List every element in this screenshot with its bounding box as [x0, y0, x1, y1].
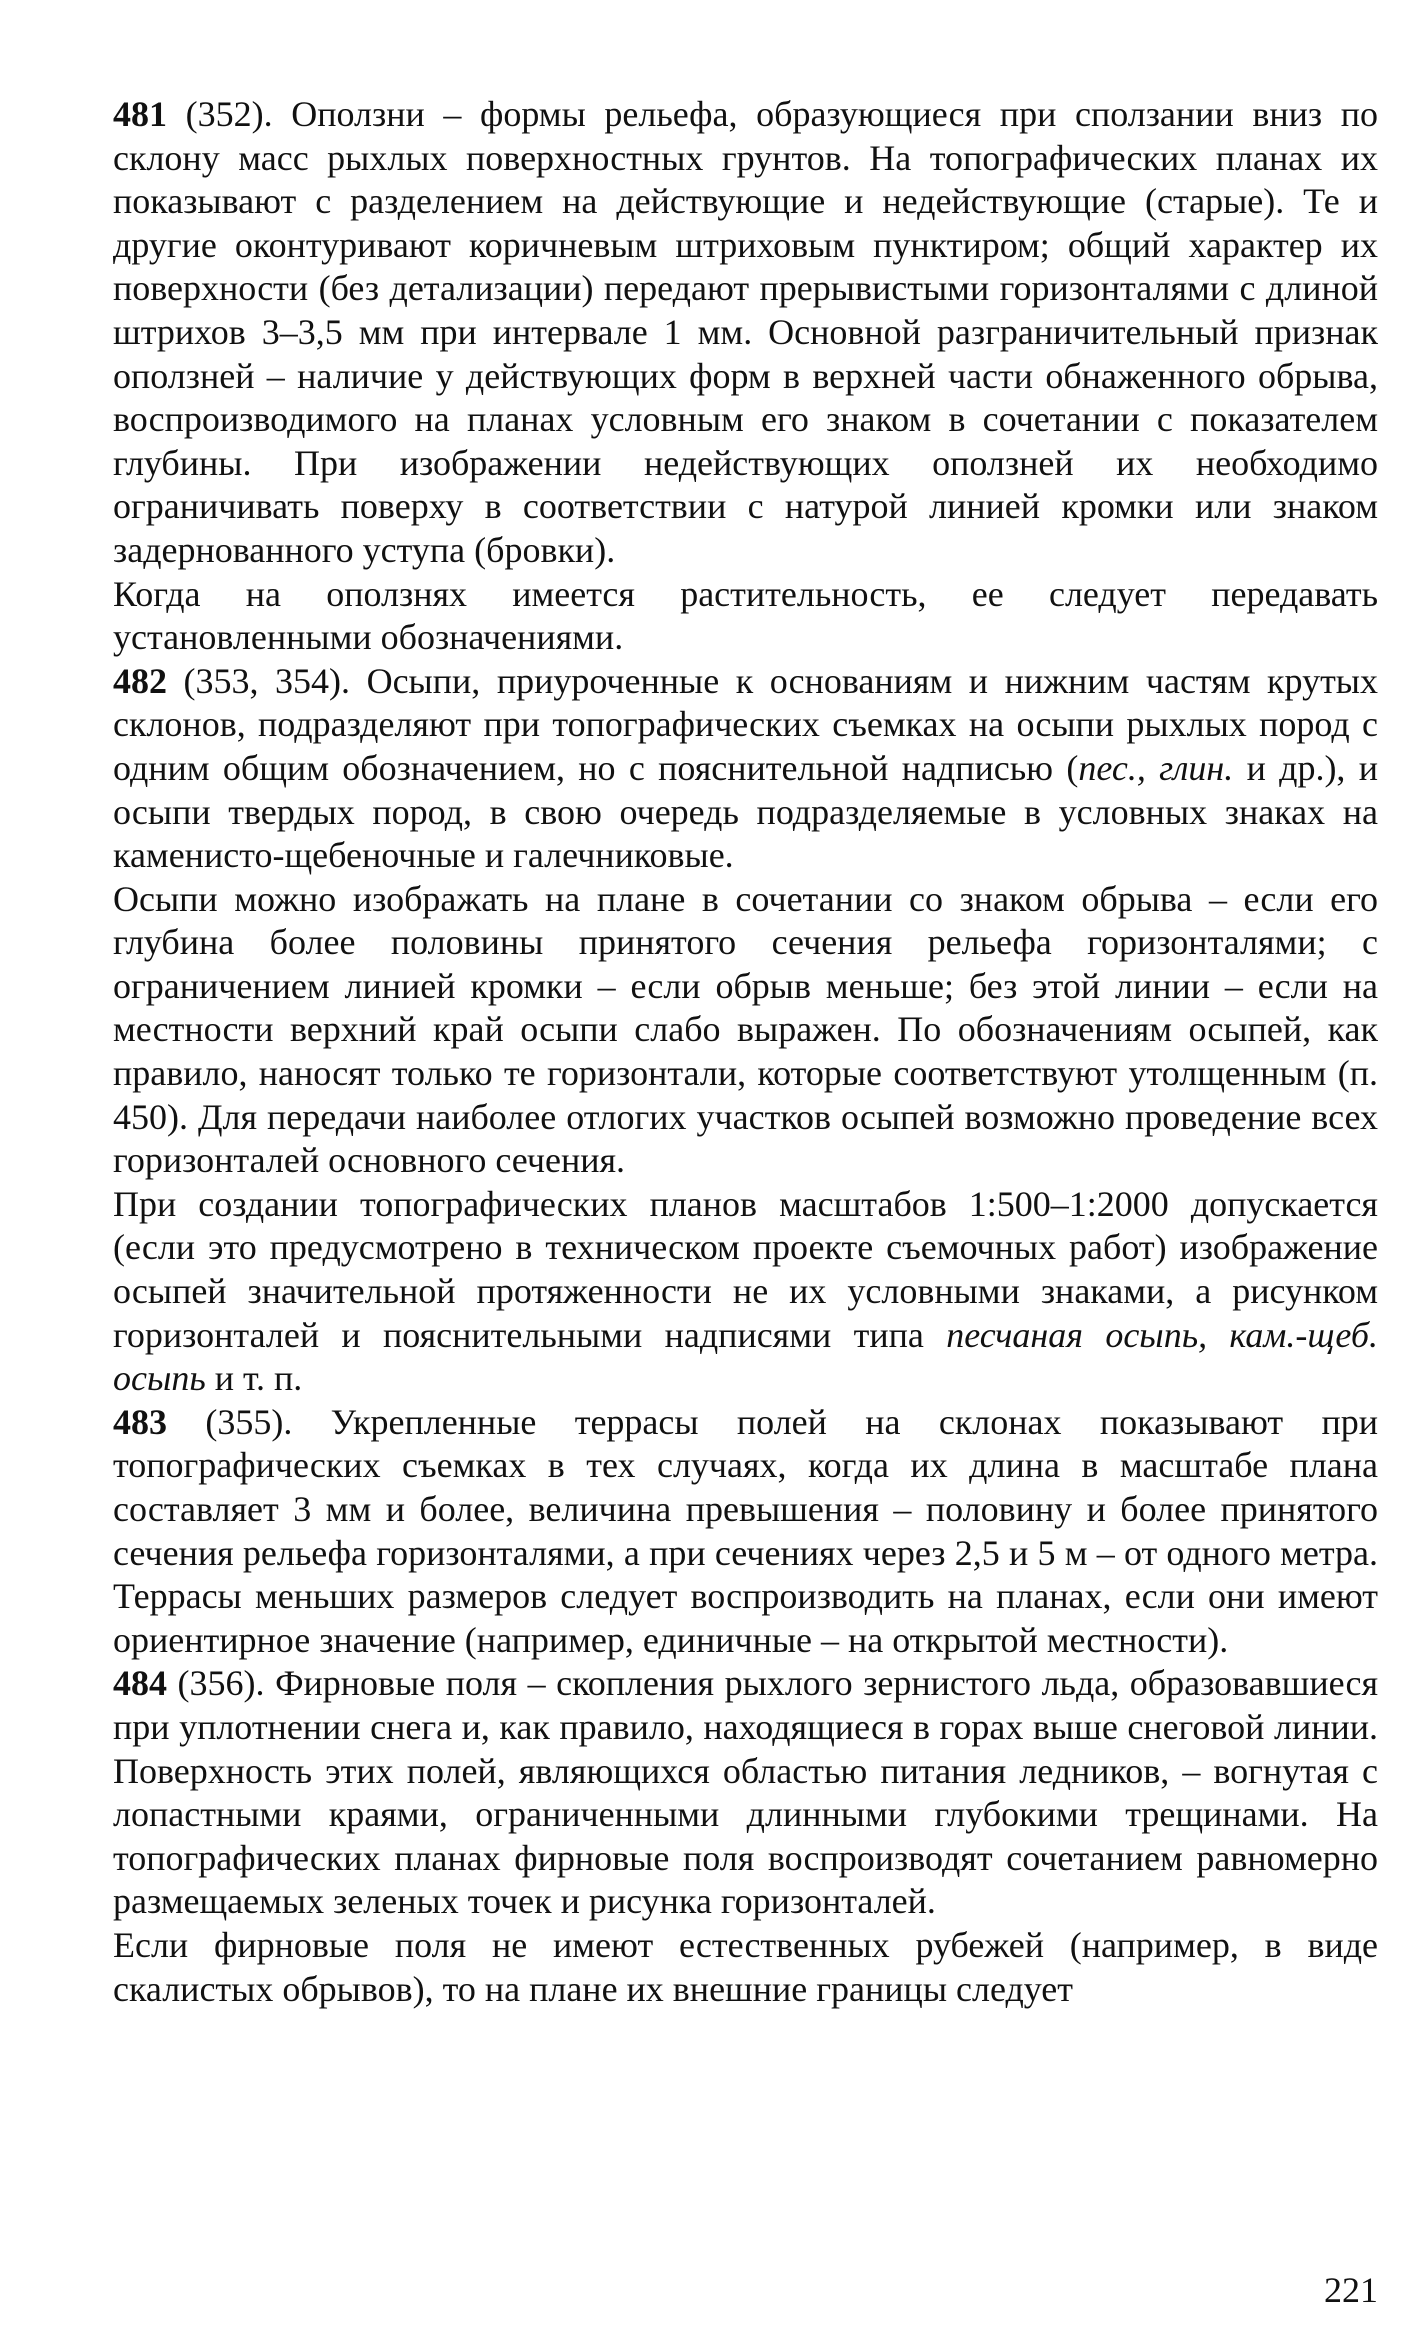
section-number: 484	[113, 1663, 167, 1704]
paragraph-text: (355). Укрепленные террасы полей на склонах показывают при топографических съемках в тех случаях, когда их длина в масштабе плана составляет 3 мм и более, величина превышения – половину и более принятого сечения рельефа горизонталями, а при сечениях через 2,5 и 5 м – от одного метра. Террасы меньших размеров следует воспроизводить на планах, если они имеют ориентирное значение (например, единичные – на открытой местности).	[113, 1401, 1378, 1660]
paragraph-text: При создании топографических планов масштабов 1:500–1:2000 допускается (если это предусмотрено в техническом проекте съемочных работ) изображение осыпей значительной протяженности не их условными знаками, а рисунком горизонталей и пояснительными надписями типа	[113, 1183, 1378, 1355]
italic-text: песчаная осыпь, кам.-щеб. осыпь	[113, 1314, 1379, 1399]
paragraph-text: и др.), и осыпи твердых пород, в свою очередь подразделяемые в условных знаках на каменисто-щебеночные и галечниковые.	[113, 747, 1378, 876]
paragraph-text: (352). Оползни – формы рельефа, образующиеся при сползании вниз по склону масс рыхлых поверхностных грунтов. На топографических планах их показывают с разделением на действующие и недействующие (старые). Те и другие оконтуривают коричневым штриховым пунктиром; общий характер их поверхности (без детализации) передают прерывистыми горизонталями с длиной штрихов 3–3,5 мм при интервале 1 мм. Основной разграничительный признак оползней – наличие у действующих форм в верхней части обнаженного обрыва, воспроизводимого на планах условным его знаком в сочетании с показателем глубины. При изображении недействующих оползней их необходимо ограничивать поверху в соответствии с натурой линией кромки или знаком задернованного уступа (бровки).	[113, 94, 1378, 570]
paragraph-scree-scales	[113, 1183, 1378, 1401]
paragraph-text: (356). Фирновые поля – скопления рыхлого зернистого льда, образовавшиеся при уплотнении снега и, как правило, находящиеся в горах выше снеговой линии. Поверхность этих полей, являющихся областью питания ледников, – вогнутая с лопастными краями, ограниченными длинными глубокими трещинами. На топографических планах фирновые поля воспроизводят сочетанием равномерно размещаемых зеленых точек и рисунка горизонталей.	[113, 1663, 1378, 1922]
paragraph-text: Когда на оползнях имеется растительность, ее следует передавать установленными обозначениями.	[113, 573, 1378, 658]
paragraph-scree-plan	[113, 878, 1378, 1183]
paragraph-vegetation	[113, 573, 1378, 660]
section-number: 483	[113, 1401, 167, 1442]
paragraph-text: Осыпи можно изображать на плане в сочетании со знаком обрыва – если его глубина более половины принятого сечения рельефа горизонталями; с ограничением линией кромки – если обрыв меньше; без этой линии – если на местности верхний край осыпи слабо выражен. По обозначениям осыпей, как правило, наносят только те горизонтали, которые соответствуют утолщенным (п. 450). Для передачи наиболее отлогих участков осыпей возможно проведение всех горизонталей основного сечения.	[113, 878, 1378, 1181]
page-number: 221	[1324, 2270, 1378, 2310]
section-number: 481	[113, 94, 167, 134]
paragraph-481	[113, 93, 1378, 573]
paragraph-firn-borders	[113, 1924, 1378, 2011]
italic-text: пес., глин.	[1078, 747, 1234, 788]
paragraph-text: Если фирновые поля не имеют естественных рубежей (например, в виде скалистых обрывов), то на плане их внешние границы следует	[113, 1924, 1378, 2009]
paragraph-text: и т. п.	[205, 1358, 303, 1399]
section-number: 482	[113, 660, 167, 701]
paragraph-484	[113, 1662, 1378, 1924]
paragraph-text: (353, 354). Осыпи, приуроченные к основаниям и нижним частям крутых склонов, подразделяют при топографических съемках на осыпи рыхлых пород с одним общим обозначением, но с пояснительной надписью (	[113, 660, 1378, 788]
paragraph-483	[113, 1401, 1378, 1663]
paragraph-482	[113, 660, 1378, 878]
